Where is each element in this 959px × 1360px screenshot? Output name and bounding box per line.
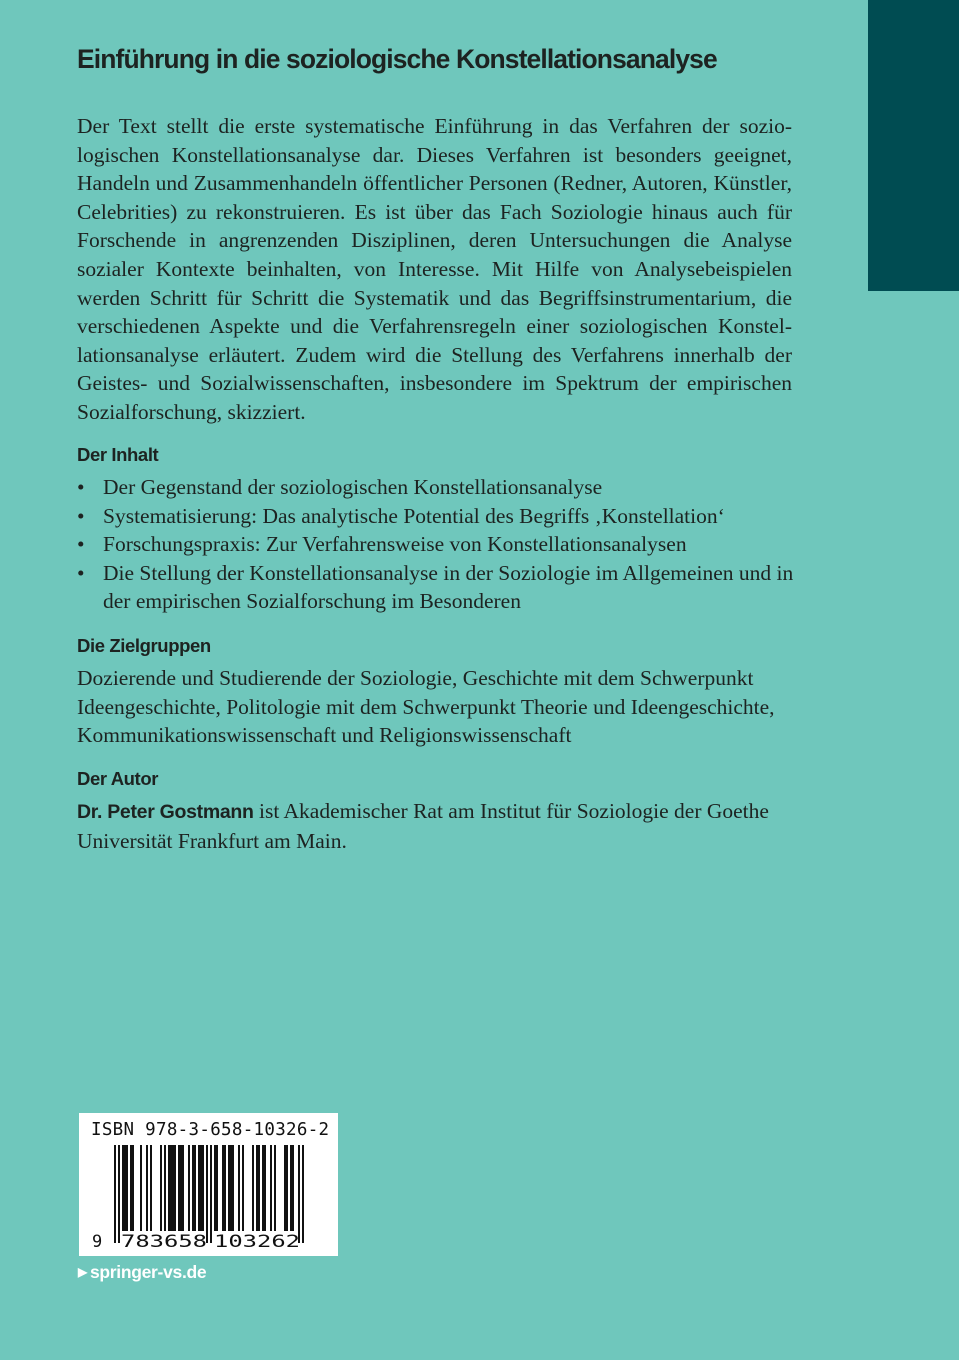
barcode-bar [230,1145,232,1231]
author-name: Dr. Peter Gostmann [77,801,254,823]
barcode-bar [118,1145,120,1243]
barcode-bar [222,1145,224,1231]
barcode-bar [124,1145,126,1231]
author-text: ist Akademischer Rat am Institut für Soziologie der Goethe Universität Frankfurt am Main. [77,799,769,853]
bullet-icon: • [77,503,85,528]
barcode-bar [264,1145,266,1231]
bullet-icon: • [77,475,85,499]
intro-paragraph [77,112,792,427]
intro-line: lationsanalyse erläutert. Zudem wird die Stellung des Verfahrens innerhalb der [77,342,792,367]
intro-line: Handeln und Zusammenhandeln öffentlicher Personen (Redner, Autoren, Künstler, [77,171,792,196]
barcode-bar [182,1145,184,1231]
barcode-bar [164,1145,166,1231]
barcode-bar [170,1145,172,1231]
publisher-link[interactable] [78,1262,206,1283]
barcode-bar [130,1145,132,1231]
barcode-bar [198,1145,200,1231]
barcode-bar [262,1145,264,1231]
barcode-bar [270,1145,272,1231]
barcode-bar [228,1145,230,1231]
barcode-bar [200,1145,202,1231]
barcode-bar [242,1145,244,1231]
barcode-bar [290,1145,292,1231]
barcode-bar [126,1145,128,1231]
barcode-bar [232,1145,234,1231]
barcode-bar [274,1145,276,1231]
accent-bar [868,0,959,291]
barcode-bar [224,1145,226,1231]
bullet-icon: • [77,560,85,585]
barcode-bar [174,1145,176,1231]
isbn-barcode-box [79,1113,338,1256]
barcode-bar [210,1145,212,1243]
barcode-bar [256,1145,258,1231]
barcode-bar [302,1145,304,1243]
list-item-text: Systematisierung: Das analytische Potential des Begriffs ‚Konstellation‘ [103,503,725,528]
author-bio [77,797,792,855]
intro-line: Der Text stellt die erste systematische Einführung in das Verfahren der sozio- [77,114,792,138]
book-title: Einführung in die soziologische Konstellationsanalyse [77,44,717,74]
barcode [79,1113,338,1256]
intro-line: sozialer Kontexte beinhalten, von Interesse. Mit Hilfe von Analysebeispielen [77,256,792,281]
barcode-bar [178,1145,180,1231]
bullet-icon: • [77,532,85,557]
barcode-bar [252,1145,254,1231]
barcode-bar [132,1145,134,1231]
barcode-bar [140,1145,142,1231]
barcode-bar [180,1145,182,1231]
intro-line: Forschende in angrenzenden Disziplinen, deren Untersuchungen die Analyse [77,228,792,253]
barcode-bar [286,1145,288,1231]
barcode-bar [214,1145,216,1231]
list-item [77,473,797,502]
barcode-bar [238,1145,240,1231]
list-item-text: Der Gegenstand der soziologischen Konstellationsanalyse [103,475,603,499]
list-item-text: Die Stellung der Konstellationsanalyse in der Soziologie im Allgemeinen und in der empirischen Sozialforschung im Besonderen [103,560,794,614]
barcode-bar [216,1145,218,1231]
list-item-text: Forschungspraxis: Zur Verfahrensweise von Konstellationsanalysen [103,532,687,557]
barcode-bar [192,1145,194,1231]
right-triangle-icon: ▶ [78,1265,87,1279]
barcode-bar [206,1145,208,1243]
barcode-bar [114,1145,116,1243]
contents-list [77,473,797,616]
barcode-bar [150,1145,152,1231]
publisher-link-text: springer-vs.de [89,1262,207,1282]
barcode-bar [188,1145,190,1231]
barcode-bar [194,1145,196,1231]
barcode-bar [298,1145,300,1243]
barcode-bar [284,1145,286,1231]
intro-line: verschiedenen Aspekte und die Verfahrensregeln einer soziologischen Konstel- [77,314,792,339]
barcode-first-digit: 9 [92,1232,103,1252]
barcode-left-digits: 783658 [121,1232,207,1252]
author-heading: Der Autor [77,768,159,789]
list-item [77,502,797,531]
barcode-bar [160,1145,162,1231]
list-item [77,559,797,616]
intro-line: Celebrities) zu rekonstruieren. Es ist über das Fach Soziologie hinaus auch für [77,199,792,224]
intro-line: Sozialforschung, skizziert. [77,399,306,424]
barcode-bar [146,1145,148,1231]
intro-line: werden Schritt für Schritt die Systematik und das Begriffsinstrumentarium, die [77,285,792,310]
barcode-bar [172,1145,174,1231]
target-groups-heading: Die Zielgruppen [77,635,211,656]
list-item [77,530,797,559]
barcode-bar [168,1145,170,1231]
barcode-right-digits: 103262 [214,1232,300,1252]
target-groups-text: Dozierende und Studierende der Soziologie, Geschichte mit dem Schwerpunkt Ideengeschichte, Politologie mit dem Schwerpunkt Theorie und Ideengeschichte, Kommunikationswissenschaft und Religionswissenschaft [77,666,775,748]
barcode-bar [122,1145,124,1231]
intro-line: logischen Konstellationsanalyse dar. Dieses Verfahren ist besonders geeignet, [77,142,792,167]
contents-heading: Der Inhalt [77,444,159,465]
barcode-bars [114,1145,304,1243]
barcode-bar [202,1145,204,1231]
barcode-bar [258,1145,260,1231]
intro-line: Geistes- und Sozialwissenschaften, insbesondere im Spektrum der empirischen [77,371,792,396]
isbn-label: ISBN 978-3-658-10326-2 [91,1120,330,1140]
barcode-bar [292,1145,294,1231]
